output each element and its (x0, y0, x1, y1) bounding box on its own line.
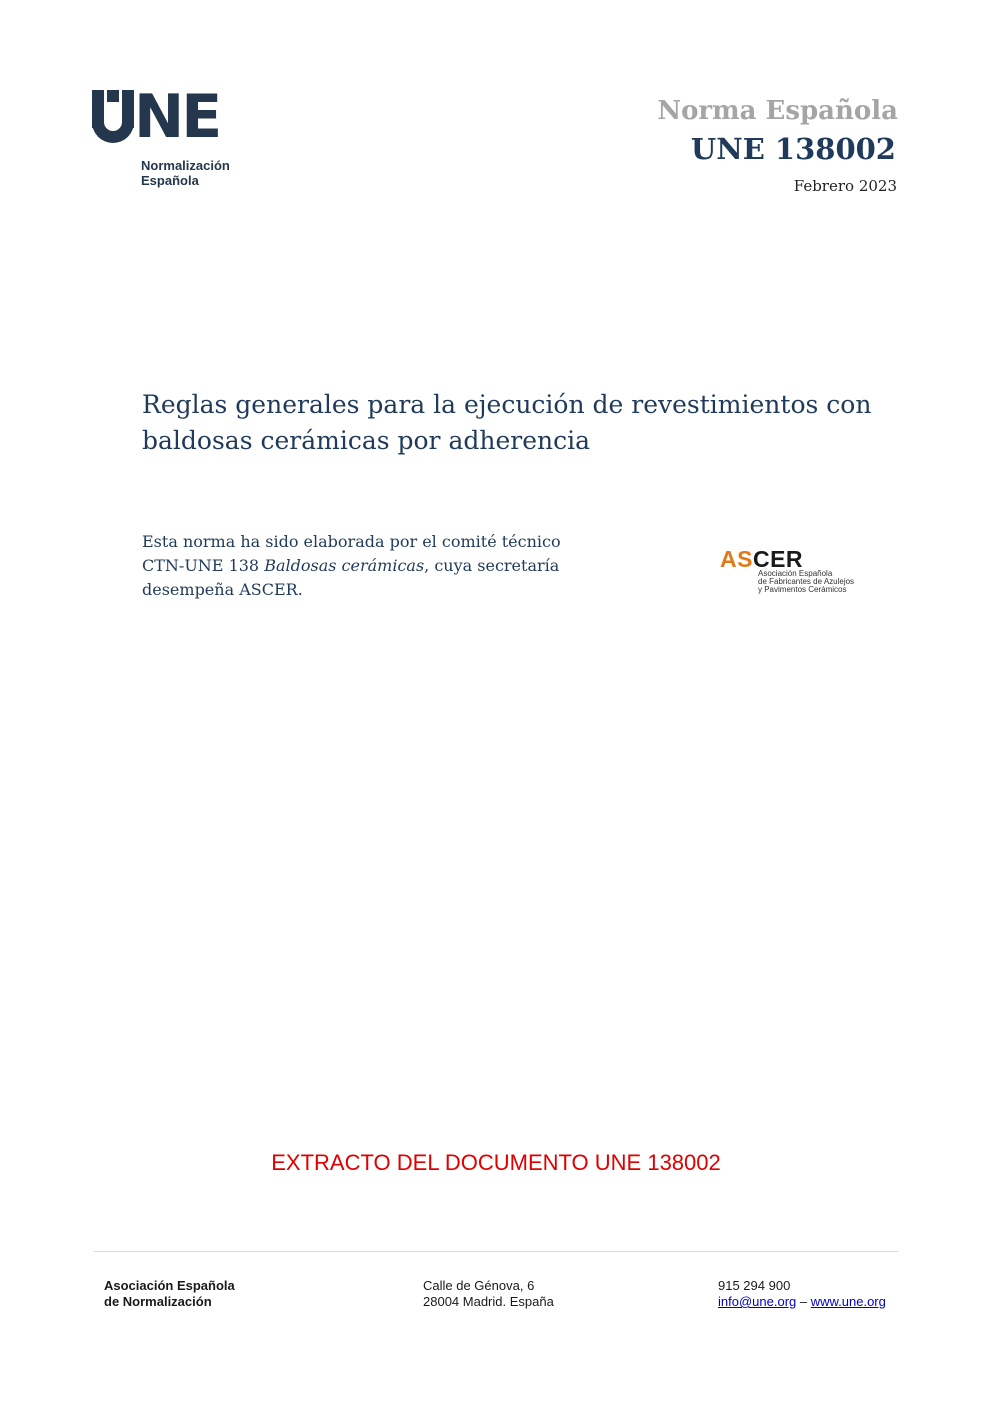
norma-label: Norma Española (657, 96, 898, 126)
document-title-line: baldosas cerámicas por adherencia (142, 426, 591, 455)
footer-contact: 915 294 900 info@une.org – www.une.org (718, 1278, 886, 1309)
une-logo (92, 82, 242, 200)
extract-notice: EXTRACTO DEL DOCUMENTO UNE 138002 (271, 1150, 721, 1175)
footer-phone: 915 294 900 (718, 1278, 791, 1293)
document-title (142, 387, 902, 459)
une-logo-u-mark (92, 90, 134, 143)
footer-organization: Asociación Española de Normalización (104, 1278, 235, 1309)
norma-code: UNE 138002 (690, 132, 896, 166)
ascer-subtitle: Asociación Española de Fabricantes de Azulejos y Pavimentos Cerámicos (758, 569, 855, 594)
email-link[interactable]: info@une.org (718, 1294, 797, 1309)
committee-statement: Esta norma ha sido elaborada por el comité técnico CTN-UNE 138 Baldosas cerámicas, cuya secretaría desempeña ASCER. (142, 532, 561, 599)
footer-address: Calle de Génova, 6 28004 Madrid. España (423, 1278, 554, 1309)
une-logo-ne-mark: NE (134, 82, 220, 152)
norma-date: Febrero 2023 (793, 177, 897, 195)
document-title-line: Reglas generales para la ejecución de revestimientos con (142, 390, 872, 419)
ascer-logo (720, 548, 870, 598)
une-logo-subtitle: Normalización Española (141, 158, 230, 188)
footer-divider (94, 1251, 898, 1252)
website-link[interactable]: www.une.org (810, 1294, 886, 1309)
ascer-wordmark: ASCER (720, 546, 804, 572)
